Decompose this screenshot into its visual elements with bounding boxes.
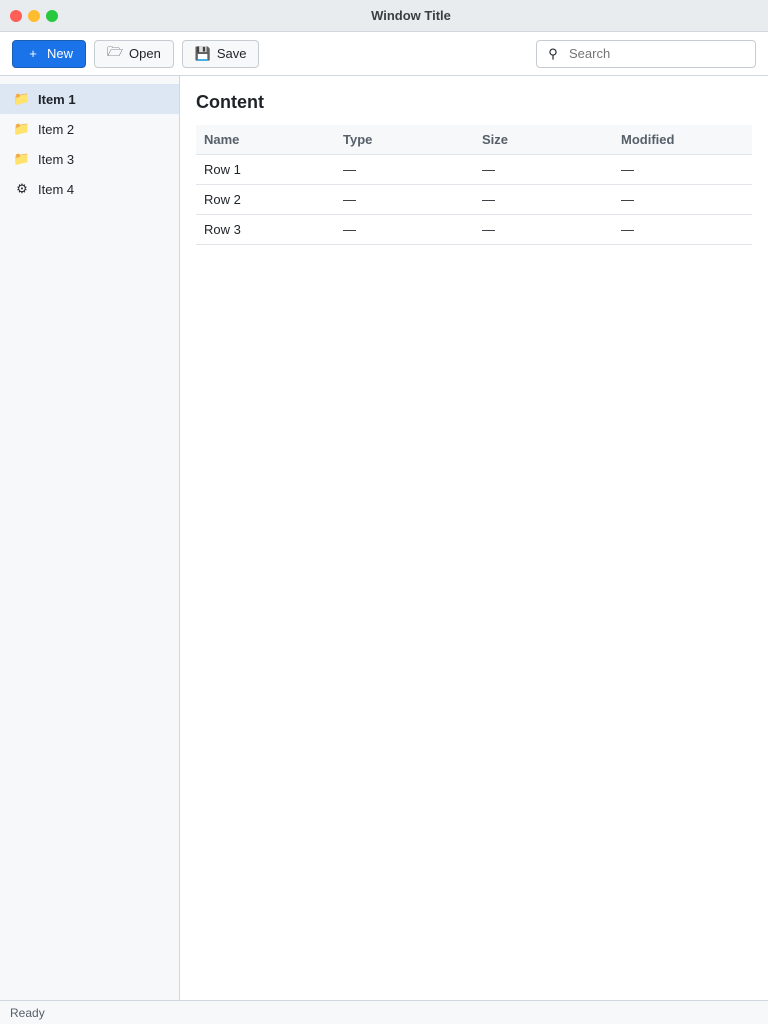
title-bar <box>0 0 768 32</box>
table-row[interactable] <box>196 215 752 245</box>
table-cell: — <box>474 185 613 215</box>
sidebar-item-label: Item 3 <box>38 151 75 167</box>
table-cell: — <box>613 155 752 185</box>
folder-open-icon: 🗁 <box>106 43 124 59</box>
new-button-label: New <box>47 46 74 61</box>
table-cell: — <box>335 155 474 185</box>
column-header[interactable]: Modified <box>613 125 752 155</box>
table-cell: Row 2 <box>196 185 335 215</box>
column-header[interactable]: Name <box>196 125 335 155</box>
sidebar-item-label: Item 2 <box>38 121 75 137</box>
table-cell: — <box>474 215 613 245</box>
sidebar-item-label: Item 4 <box>38 181 75 197</box>
table-cell: — <box>335 185 474 215</box>
main-panel <box>180 76 768 1000</box>
sidebar-item-3[interactable] <box>0 144 179 174</box>
page-title: Content <box>196 92 264 112</box>
table-cell: Row 3 <box>196 215 335 245</box>
maximize-window-button[interactable] <box>46 10 58 22</box>
data-table <box>196 125 752 245</box>
search-box <box>536 40 756 68</box>
column-header[interactable]: Type <box>335 125 474 155</box>
save-button[interactable] <box>182 40 260 68</box>
table-cell: Row 1 <box>196 155 335 185</box>
folder-icon: 📁 <box>13 151 31 166</box>
search-input[interactable] <box>567 45 747 62</box>
folder-icon: 📁 <box>13 91 31 106</box>
sidebar-item-2[interactable] <box>0 114 179 144</box>
table-cell: — <box>613 215 752 245</box>
table-header-row <box>196 125 752 155</box>
status-bar <box>0 1000 768 1024</box>
column-header[interactable]: Size <box>474 125 613 155</box>
table-row[interactable] <box>196 155 752 185</box>
table-cell: — <box>474 155 613 185</box>
status-text: Ready <box>10 1005 45 1020</box>
new-button[interactable] <box>12 40 86 68</box>
sidebar-item-4[interactable] <box>0 174 179 204</box>
open-button[interactable] <box>94 40 174 68</box>
table-row[interactable] <box>196 185 752 215</box>
open-button-label: Open <box>129 46 161 61</box>
toolbar <box>0 32 768 76</box>
save-icon: 💾 <box>194 45 211 61</box>
sidebar-item-label: Item 1 <box>38 91 76 107</box>
search-icon: ⚲ <box>548 45 558 61</box>
sidebar-item-1[interactable] <box>0 84 179 114</box>
folder-icon: 📁 <box>13 121 31 136</box>
plus-icon: + <box>29 46 37 61</box>
minimize-window-button[interactable] <box>28 10 40 22</box>
window-title: Window Title <box>371 8 451 23</box>
close-window-button[interactable] <box>10 10 22 22</box>
table-cell: — <box>335 215 474 245</box>
table-cell: — <box>613 185 752 215</box>
content-area <box>0 76 768 1000</box>
gear-icon: ⚙ <box>16 181 28 196</box>
save-button-label: Save <box>216 46 247 61</box>
sidebar <box>0 76 180 1000</box>
